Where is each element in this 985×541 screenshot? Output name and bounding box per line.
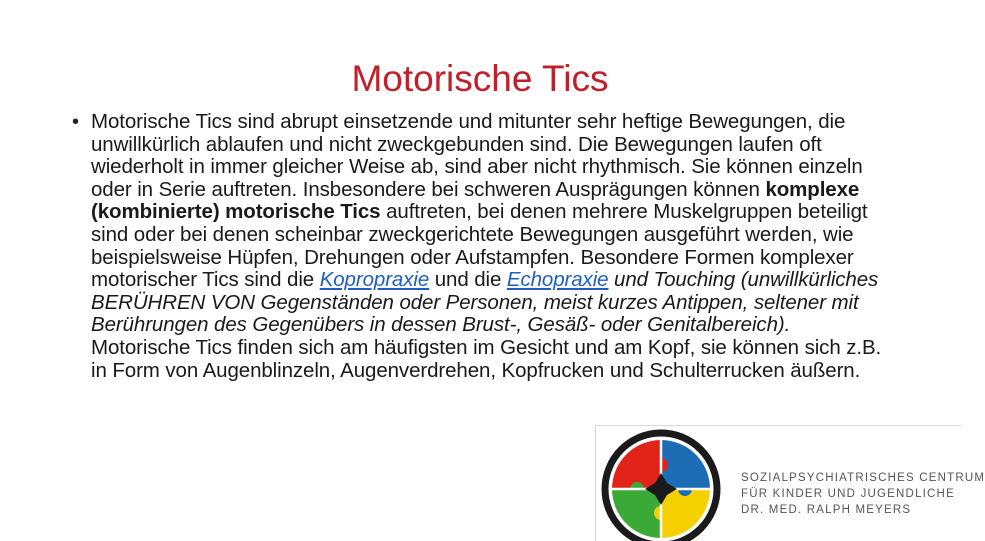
bullet-icon: •: [72, 111, 80, 133]
logo-box: [595, 425, 985, 541]
kopropraxie-link[interactable]: Kopropraxie: [319, 268, 430, 292]
body-text-part1: Motorische Tics sind abrupt einsetzende und mitunter sehr heftige Bewegungen, die unwillkürlich ablaufen und nicht zweckgebunden sind. Die Bewegungen laufen oft wiederholt in immer gleicher Weise ab, sind aber nicht rhythmisch. Sie können einzeln oder in Serie auftreten. Insbesondere bei schweren Ausprägungen können: [91, 110, 863, 201]
body-text-part4: Motorische Tics finden sich am häufigsten im Gesicht und am Kopf, sie können sich z.B. in Form von Augenblinzeln, Augenverdrehen, Kopfrucken und Schulterrucken äußern.: [91, 335, 882, 382]
logo-text: [741, 470, 985, 518]
logo-blue-piece: [661, 429, 731, 489]
puzzle-logo-icon: [601, 429, 731, 541]
body-text-italic: und Touching (unwillkürliches BERÜHREN VON Gegenständen oder Personen, meist kurzes Antippen, seltener mit Berührungen des Gegenübers in dessen Brust-, Gesäß- oder Genitalbereich).: [91, 268, 879, 337]
logo-line-2: FÜR KINDER UND JUGENDLICHE: [741, 488, 955, 500]
logo-line-3: DR. MED. RALPH MEYERS: [741, 504, 912, 516]
slide-title: Motorische Tics: [351, 58, 609, 99]
body-text-part3: und die: [429, 268, 507, 292]
echopraxie-link[interactable]: Echopraxie: [506, 268, 609, 292]
body-text-part2: auftreten, bei denen mehrere Muskelgruppen beteiligt sind oder bei denen scheinbar zweckgerichtete Bewegungen ausgeführt werden, wie beispielsweise Hüpfen, Drehungen oder Aufstampfen. Besondere Formen komplexer motorischer Tics sind die: [91, 200, 868, 292]
body-text-bold: komplexe (kombinierte) motorische Tics: [91, 177, 860, 224]
logo-line-1: SOZIALPSYCHIATRISCHES CENTRUM: [741, 472, 985, 484]
bullet-text: [91, 111, 891, 382]
